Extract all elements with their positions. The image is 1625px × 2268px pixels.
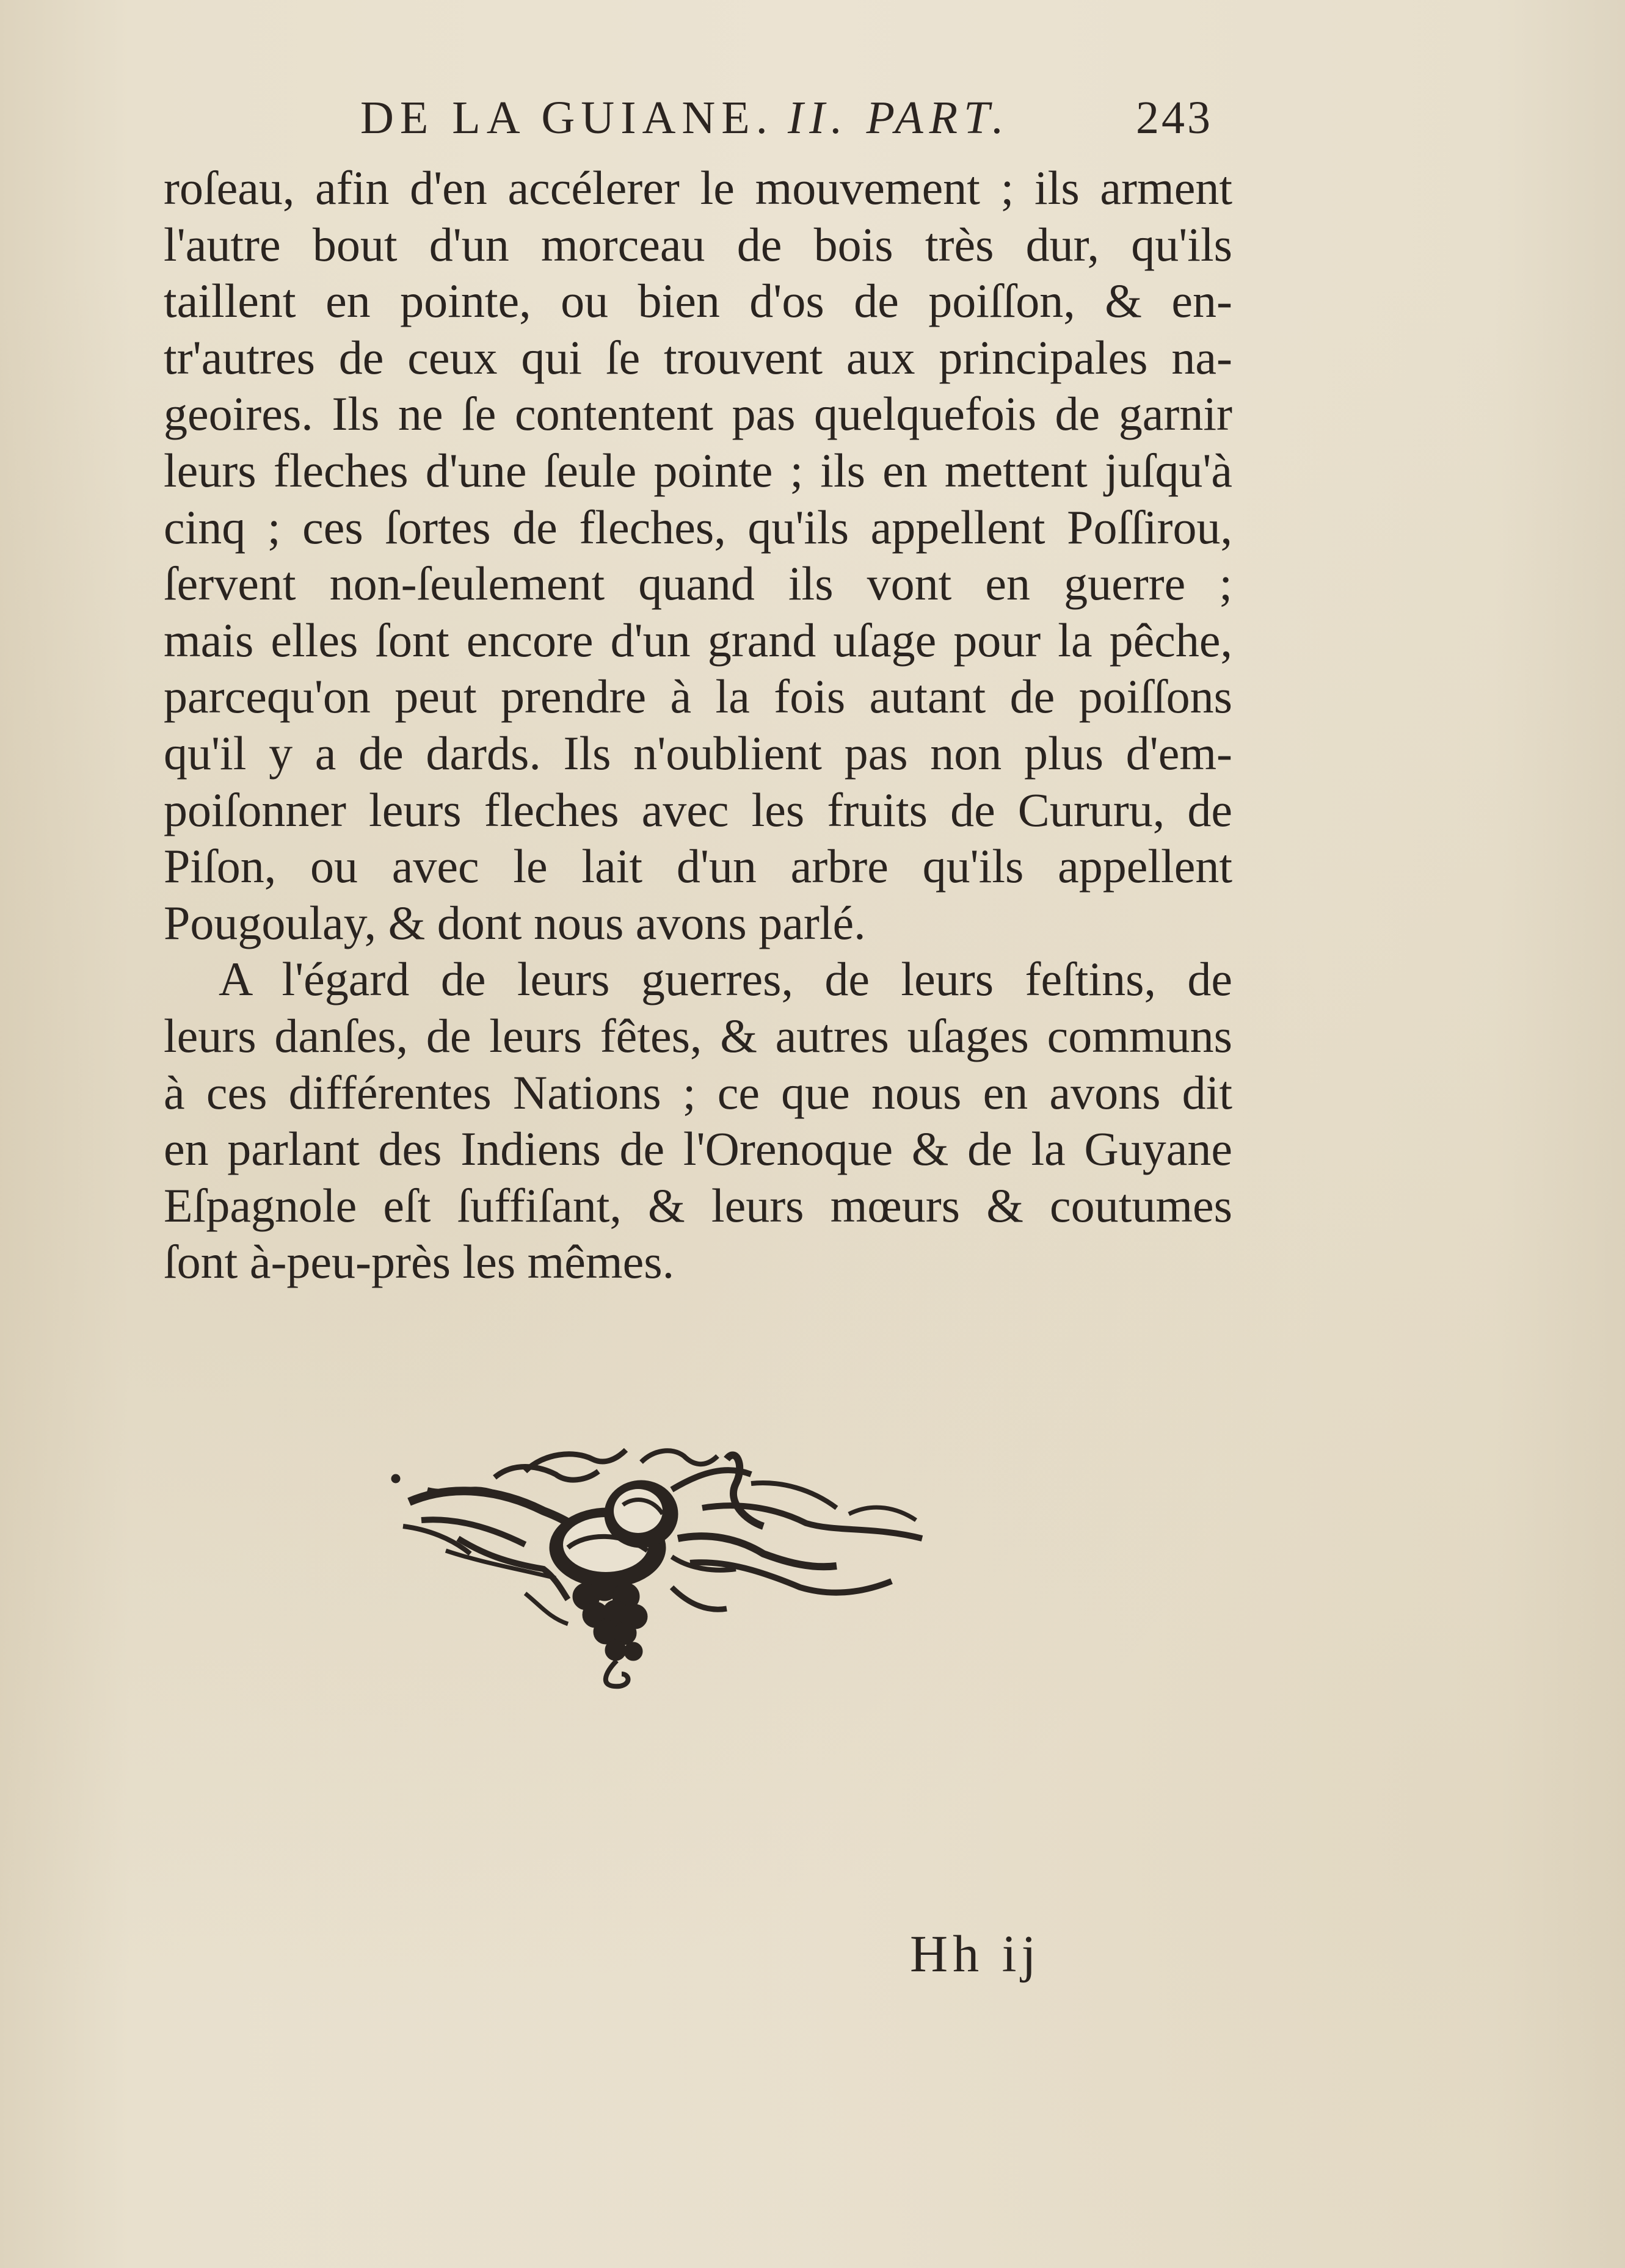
text-line: geoires. Ils ne ſe contentent pas quelquefois de garnir [164,387,1232,441]
text-line: mais elles ſont encore d'un grand uſage pour la pêche, [164,613,1232,667]
text-line: cinq ; ces ſortes de fleches, qu'ils appellent Poſſirou, [164,500,1232,554]
running-head-part: II. PART. [788,92,1010,143]
text-line: Piſon, ou avec le lait d'un arbre qu'ils appellent [164,839,1232,893]
paragraph-start-line: A l'égard de leurs guerres, de leurs feſtins, de [219,952,1232,1006]
text-line: qu'il y a de dards. Ils n'oublient pas non plus d'em- [164,726,1232,780]
text-line: Pougoulay, & dont nous avons parlé. [164,896,866,949]
signature-mark: Hh ij [910,1924,1041,1983]
text-line: tr'autres de ceux qui ſe trouvent aux principales na- [164,330,1232,384]
text-line: parcequ'on peut prendre à la fois autant de poiſſons [164,670,1232,723]
text-line: leurs danſes, de leurs fêtes, & autres uſages communs [164,1009,1232,1062]
text-line: taillent en pointe, ou bien d'os de poiſſon, & en- [164,274,1232,328]
fruit-basket-vignette-icon [385,1447,953,1691]
page-number: 243 [1136,92,1213,143]
text-line: Eſpagnole eſt ſuffiſant, & leurs mœurs & coutumes [164,1178,1232,1232]
text-line: leurs fleches d'une ſeule pointe ; ils en mettent juſqu'à [164,443,1232,497]
text-line: en parlant des Indiens de l'Orenoque & de la Guyane [164,1122,1232,1176]
text-line: l'autre bout d'un morceau de bois très dur, qu'ils [164,217,1232,271]
text-line: à ces différentes Nations ; ce que nous en avons dit [164,1065,1232,1119]
body-text [164,160,1232,1291]
text-line: ſont à-peu-près les mêmes. [164,1235,675,1289]
text-line: poiſonner leurs fleches avec les fruits de Cururu, de [164,783,1232,836]
running-head [360,92,1234,159]
text-line: roſeau, afin d'en accélerer le mouvement ; ils arment [164,161,1232,214]
text-line: ſervent non-ſeulement quand ils vont en guerre ; [164,557,1232,610]
running-head-title: DE LA GUIANE. [360,92,774,143]
